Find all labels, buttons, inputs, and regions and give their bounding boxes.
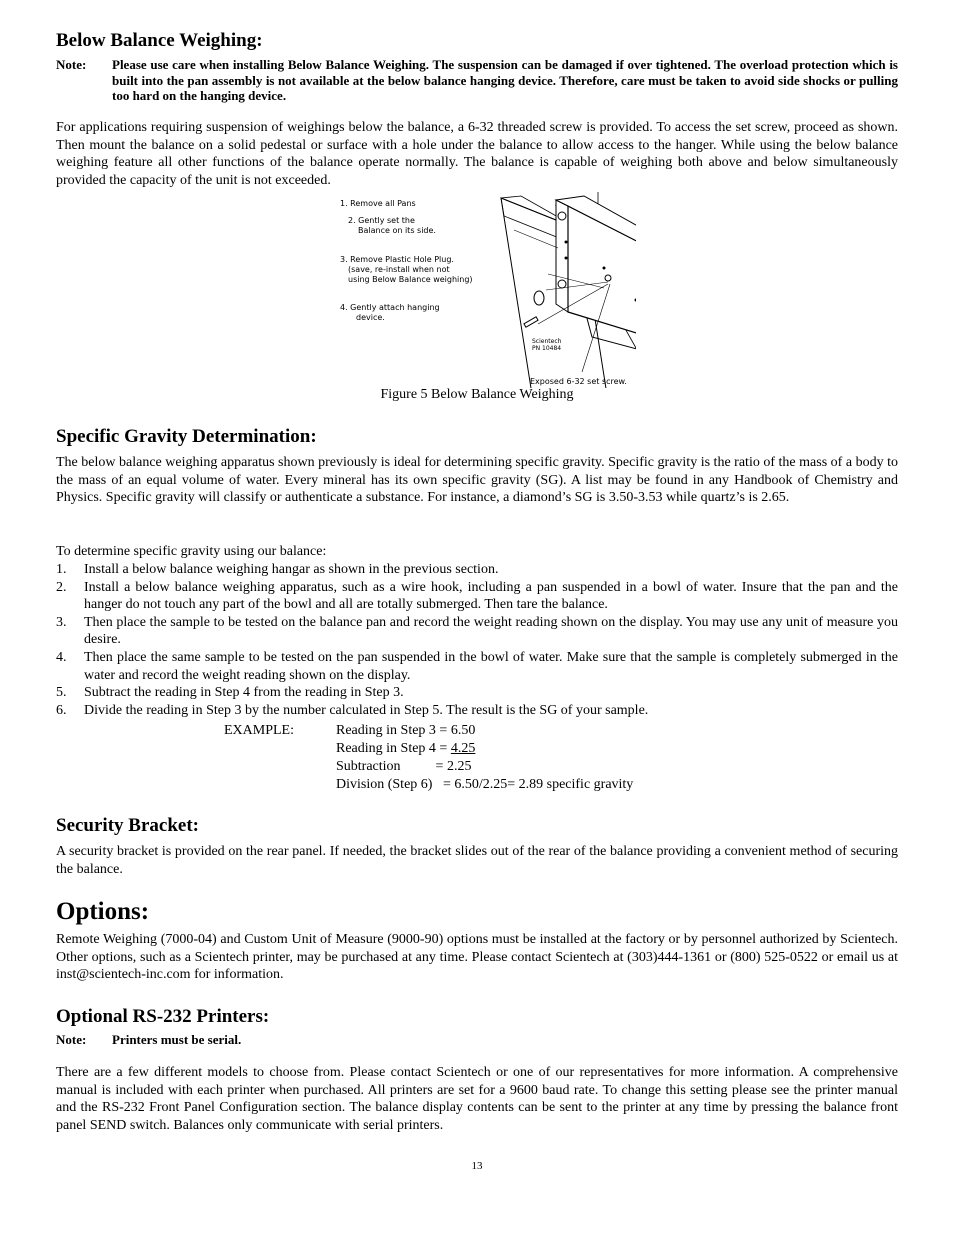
printers-note (56, 1032, 898, 1048)
specific-gravity-paragraph: The below balance weighing apparatus shown previously is ideal for determining specific gravity. Specific gravity is the ratio of the mass of a body to the mass of an equal volume of water. Every mineral has its own specific gravity (SG). A list may be found in any Handbook of Chemistry and Physics. Specific gravity will classify or authenticate a substance. For instance, a diamond’s SG is 3.50-3.53 while quartz’s is 2.65. (56, 455, 898, 506)
note-label: Note: (56, 1032, 87, 1047)
list-item: 3. Then place the sample to be tested on the balance pan and record the weight reading shown on the display. You may use any unit of measure you desire. (56, 614, 898, 648)
section-heading-below-balance: Below Balance Weighing: (56, 30, 263, 51)
figure-step-3c: using Below Balance weighing) (348, 275, 473, 284)
section-heading-printers: Optional RS-232 Printers: (56, 1006, 270, 1027)
options-paragraph: Remote Weighing (7000-04) and Custom Unit of Measure (9000-90) options must be installed at the factory or by personnel authorized by Scientech. Other options, such as a Scientech printer, may be purchased at any time. Please contact Scientech at (303)444-1361 or (800) 525-0522 or email us at inst@scientech-inc.com for information. (56, 932, 898, 983)
figure-screw-label: Exposed 6-32 set screw. (530, 377, 627, 386)
figure-step-3b: (save, re-install when not (348, 265, 450, 274)
specific-gravity-steps (56, 561, 898, 719)
note-text: Printers must be serial. (112, 1032, 242, 1047)
figure-part-name: Scientech (532, 338, 562, 345)
example-line-1: Reading in Step 3 = 6.50 (336, 723, 476, 738)
figure-step-1: 1. Remove all Pans (340, 199, 416, 208)
section-heading-specific-gravity: Specific Gravity Determination: (56, 426, 317, 447)
example-label: EXAMPLE: (224, 723, 294, 738)
below-balance-note (56, 57, 898, 104)
list-item: 2. Install a below balance weighing apparatus, such as a wire hook, including a pan suspended in a bowl of water. Insure that the pan and the hanger do not touch any part of the bowl and all are totally submerged. Then tare the balance. (56, 579, 898, 613)
sg-example (224, 722, 633, 794)
figure-step-2a: 2. Gently set the (348, 216, 415, 225)
example-line-4: Division (Step 6) = 6.50/2.25= 2.89 specific gravity (336, 777, 634, 792)
list-item: 6. Divide the reading in Step 3 by the number calculated in Step 5. The result is the SG of your sample. (56, 702, 649, 718)
list-item: 1. Install a below balance weighing hangar as shown in the previous section. (56, 562, 499, 577)
page-number: 13 (471, 1160, 483, 1172)
example-line-3: Subtraction = 2.25 (336, 759, 472, 774)
section-heading-security: Security Bracket: (56, 815, 199, 836)
figure-step-3a: 3. Remove Plastic Hole Plug. (340, 255, 454, 264)
note-label: Note: (56, 57, 87, 72)
section-heading-options: Options: (56, 898, 150, 925)
figure-part-number: PN 10484 (532, 345, 562, 352)
list-item: 4. Then place the same sample to be tested on the pan suspended in the bowl of water. Make sure that the sample is completely submerged in the water and record the weight reading shown on the display. (56, 649, 898, 683)
example-line-2: Reading in Step 4 = 4.25 (336, 741, 476, 756)
figure-caption: Figure 5 Below Balance Weighing (380, 387, 574, 402)
printers-paragraph: There are a few different models to choose from. Please contact Scientech or one of our representatives for more information. A comprehensive manual is included with each printer when purchased. All printers are set for a 9600 baud rate. To change this setting please see the printer manual and the RS-232 Front Panel Configuration section. The balance display contents can be sent to the printer at any time by pressing the balance front panel SEND switch. Balances only communicate with serial printers. (56, 1065, 898, 1133)
figure-step-2b: Balance on its side. (358, 226, 436, 235)
below-balance-paragraph: For applications requiring suspension of weighings below the balance, a 6-32 threaded screw is provided. To access the set screw, proceed as shown. Then mount the balance on a solid pedestal or surface with a hole under the balance to allow access to the hanger. While using the below balance weighing feature all other functions of the balance operate normally. The balance is capable of weighing both above and below simultaneously provided the capacity of the unit is not exceeded. (56, 120, 898, 188)
figure-step-4a: 4. Gently attach hanging (340, 303, 440, 312)
security-paragraph: A security bracket is provided on the rear panel. If needed, the bracket slides out of the rear of the balance providing a convenient method of securing the balance. (56, 844, 898, 877)
list-item: 5. Subtract the reading in Step 4 from the reading in Step 3. (56, 685, 404, 701)
note-text: Please use care when installing Below Balance Weighing. The suspension can be damaged if over tightened. The overload protection which is built into the pan assembly is not available at the below balance hanging device. Therefore, care must be taken to avoid side shocks or pulling too hard on the hanging device. (112, 57, 898, 104)
figure-step-4b: device. (356, 313, 385, 322)
specific-gravity-intro: To determine specific gravity using our balance: (56, 544, 327, 559)
